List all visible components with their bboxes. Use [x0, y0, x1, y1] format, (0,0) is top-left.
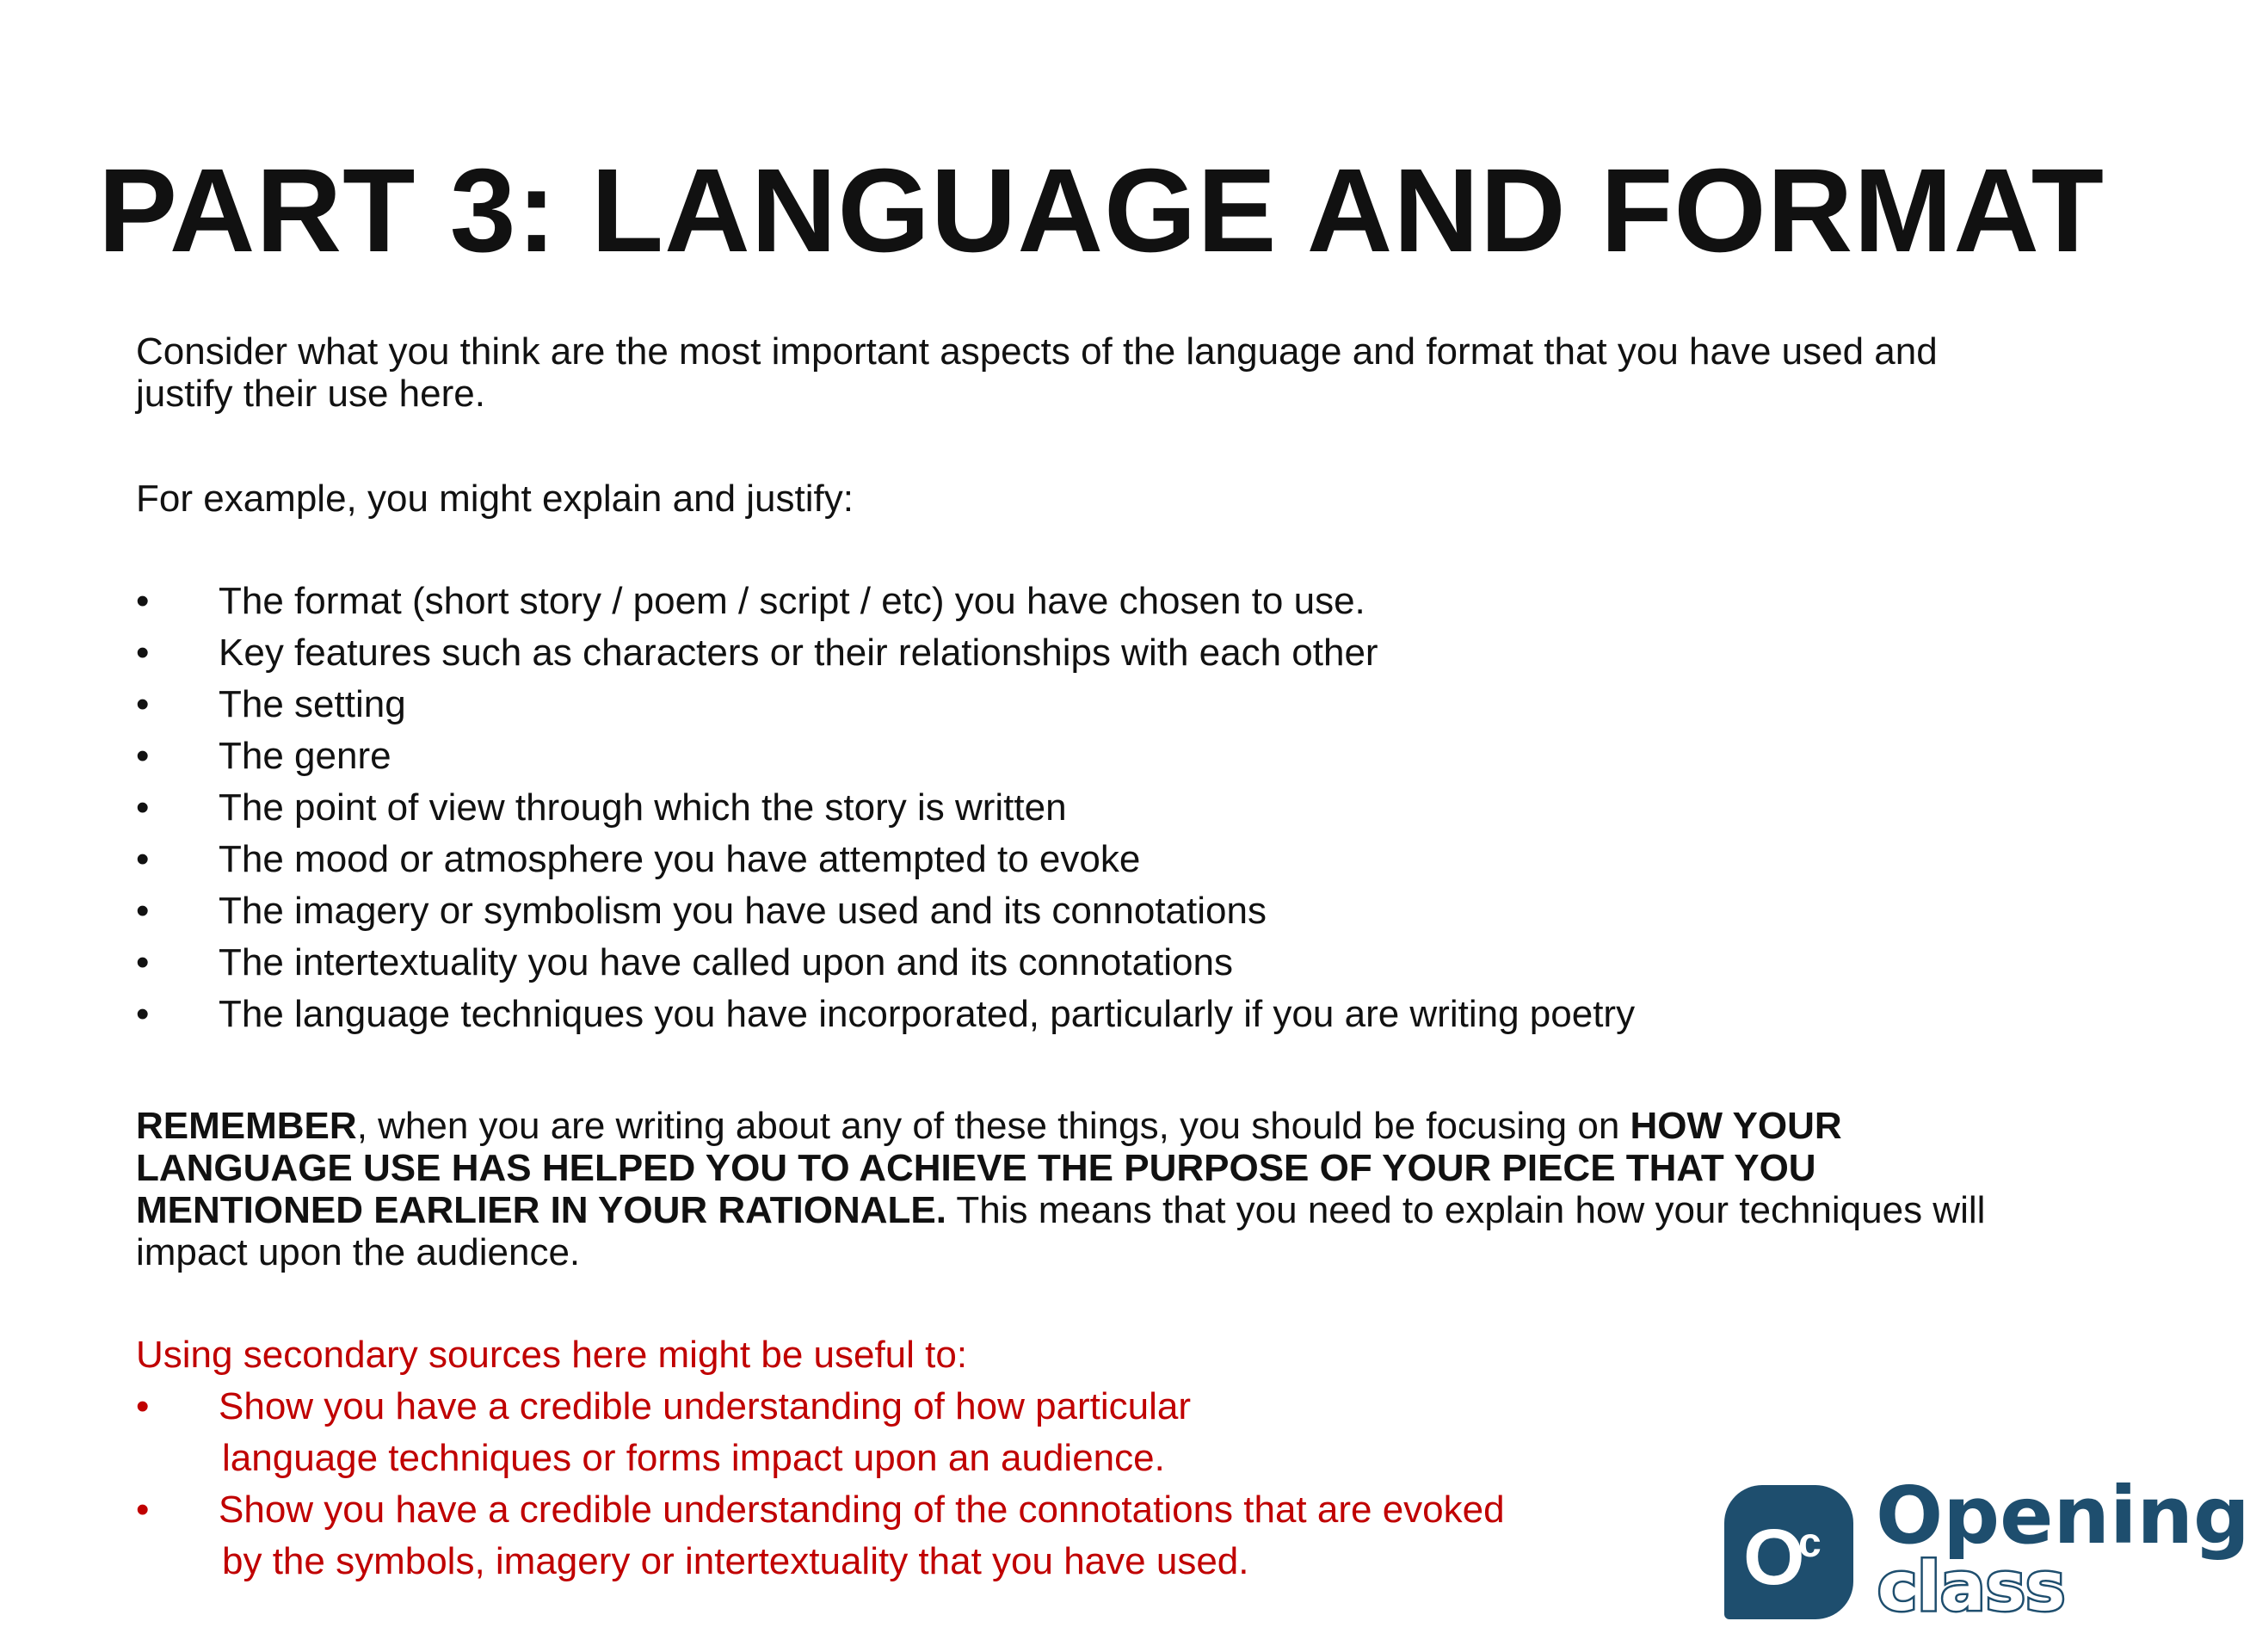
bullet-icon: •	[136, 838, 150, 880]
logo-badge-icon	[1724, 1485, 1853, 1619]
bullet-icon: •	[136, 735, 150, 777]
list-item-text: The imagery or symbolism you have used and its connotations	[219, 890, 1267, 932]
list-item-text-continued: language techniques or forms impact upon an audience.	[222, 1437, 1165, 1479]
list-item-text: The point of view through which the story is written	[219, 786, 1067, 829]
logo-badge-letter: O	[1743, 1513, 1805, 1601]
list-item	[136, 1385, 2115, 1479]
list-item-text: Show you have a credible understanding of the connotations that are evoked	[219, 1489, 1505, 1531]
slide-body	[136, 330, 2115, 1592]
list-item	[136, 941, 2115, 983]
page-title: PART 3: LANGUAGE AND FORMAT	[98, 145, 2105, 277]
list-item-text-continued: by the symbols, imagery or intertextuality that you have used.	[222, 1540, 1249, 1582]
example-lead: For example, you might explain and justify:	[136, 478, 854, 520]
aspects-list	[136, 580, 2115, 1035]
bullet-icon: •	[136, 941, 150, 983]
bullet-icon: •	[136, 1385, 150, 1427]
logo-badge-superscript: c	[1798, 1520, 1822, 1566]
list-item	[136, 890, 2115, 932]
secondary-lead: Using secondary sources here might be useful to:	[136, 1334, 968, 1376]
list-item	[136, 683, 2115, 725]
list-item-text: The format (short story / poem / script / etc) you have chosen to use.	[219, 580, 1365, 622]
opening-class-logo	[1724, 1470, 2250, 1626]
list-item-text: The language techniques you have incorporated, particularly if you are writing poetry	[219, 993, 1636, 1035]
list-item	[136, 786, 2115, 829]
list-item	[136, 838, 2115, 880]
list-item-text: Key features such as characters or their relationships with each other	[219, 632, 1378, 674]
logo-word-class: class	[1877, 1549, 2066, 1626]
list-item-text: The genre	[219, 735, 391, 777]
list-item-text: The intertextuality you have called upon and its connotations	[219, 941, 1233, 983]
bullet-icon: •	[136, 683, 150, 725]
list-item	[136, 993, 2115, 1035]
bullet-icon: •	[136, 1489, 150, 1531]
remember-label: REMEMBER	[136, 1105, 357, 1147]
remember-emphasis: HOW YOUR LANGUAGE USE HAS HELPED YOU TO ACHIEVE THE PURPOSE OF YOUR PIECE THAT YOU MENTIONED EARLIER IN YOUR RATIONALE.	[136, 1105, 1842, 1231]
remember-paragraph	[136, 1105, 2029, 1273]
list-item	[136, 735, 2115, 777]
remember-text-1: , when you are writing about any of these things, you should be focusing on	[356, 1105, 1630, 1147]
bullet-icon: •	[136, 632, 150, 674]
bullet-icon: •	[136, 993, 150, 1035]
list-item	[136, 632, 2115, 674]
bullet-icon: •	[136, 890, 150, 932]
list-item	[136, 580, 2115, 622]
logo-word-opening: Opening	[1876, 1470, 2250, 1562]
bullet-icon: •	[136, 580, 150, 622]
list-item-text: The mood or atmosphere you have attempted to evoke	[219, 838, 1141, 880]
list-item-text: The setting	[219, 683, 406, 725]
intro-paragraph: Consider what you think are the most important aspects of the language and format that you have used and justify their use here.	[136, 330, 1938, 415]
remember-text-2: This means that you need to explain how your techniques will impact upon the audience.	[136, 1189, 1986, 1273]
list-item-text: Show you have a credible understanding of how particular	[219, 1385, 1192, 1427]
bullet-icon: •	[136, 786, 150, 829]
